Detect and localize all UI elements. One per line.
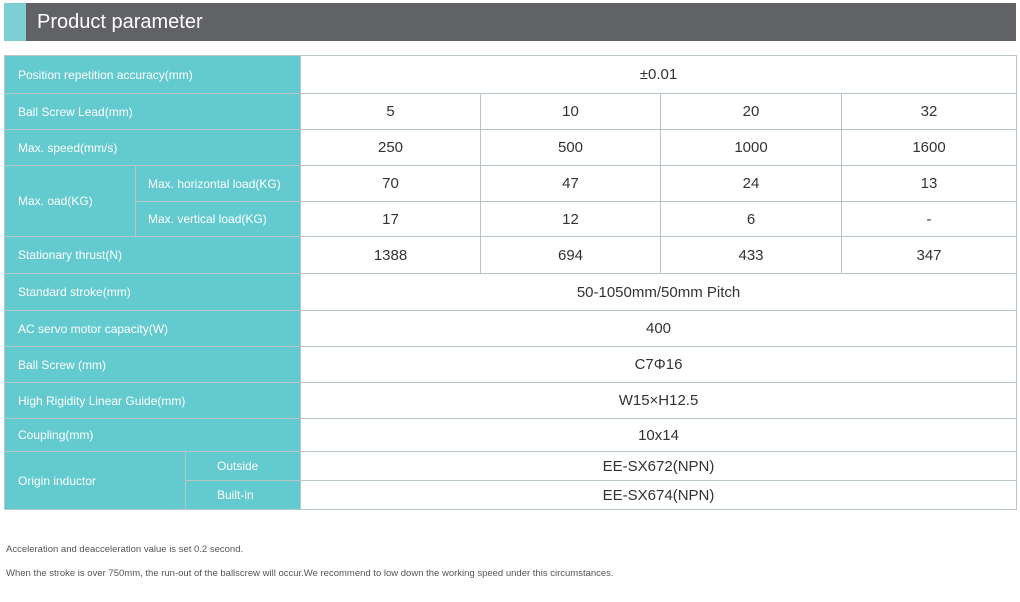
thrust-value: 1388 (301, 237, 481, 274)
horizontal-load-value: 24 (661, 166, 842, 202)
lead-value: 10 (481, 94, 661, 130)
stroke-value: 50-1050mm/50mm Pitch (301, 274, 1017, 311)
vertical-load-value: 12 (481, 202, 661, 237)
origin-inductor-label: Origin inductor (5, 452, 186, 510)
motor-capacity-value: 400 (301, 311, 1017, 347)
linear-guide-value: W15×H12.5 (301, 383, 1017, 419)
coupling-label: Coupling(mm) (5, 419, 301, 452)
ball-screw-value: C7Φ16 (301, 347, 1017, 383)
motor-capacity-label: AC servo motor capacity(W) (5, 311, 301, 347)
origin-builtin-label: Built-in (186, 481, 301, 510)
table-row (5, 419, 1017, 452)
table-row (5, 274, 1017, 311)
table-row (5, 311, 1017, 347)
footnote: Acceleration and deacceleration value is set 0.2 second. (6, 544, 244, 555)
speed-value: 1000 (661, 130, 842, 166)
table-row (5, 452, 1017, 481)
table-row (5, 56, 1017, 94)
coupling-value: 10x14 (301, 419, 1017, 452)
thrust-value: 347 (842, 237, 1017, 274)
stroke-label: Standard stroke(mm) (5, 274, 301, 311)
table-row (5, 130, 1017, 166)
linear-guide-label: High Rigidity Linear Guide(mm) (5, 383, 301, 419)
speed-value: 500 (481, 130, 661, 166)
section-header (4, 3, 1016, 41)
header-accent-bar (4, 3, 26, 41)
vertical-load-value: - (842, 202, 1017, 237)
origin-builtin-value: EE-SX674(NPN) (301, 481, 1017, 510)
footnotes (6, 544, 626, 579)
table-row (5, 383, 1017, 419)
speed-value: 250 (301, 130, 481, 166)
thrust-value: 433 (661, 237, 842, 274)
speed-value: 1600 (842, 130, 1017, 166)
horizontal-load-label: Max. horizontal load(KG) (136, 166, 301, 202)
vertical-load-label: Max. vertical load(KG) (136, 202, 301, 237)
horizontal-load-value: 70 (301, 166, 481, 202)
lead-value: 32 (842, 94, 1017, 130)
vertical-load-value: 6 (661, 202, 842, 237)
vertical-load-value: 17 (301, 202, 481, 237)
table-row (5, 166, 1017, 202)
footnote: When the stroke is over 750mm, the run-out of the ballscrew will occur.We recommend to low down the working speed under this circumstances. (6, 568, 614, 579)
spec-table (4, 55, 1017, 510)
lead-value: 5 (301, 94, 481, 130)
lead-label: Ball Screw Lead(mm) (5, 94, 301, 130)
accuracy-label: Position repetition accuracy(mm) (5, 56, 301, 94)
origin-outside-label: Outside (186, 452, 301, 481)
thrust-value: 694 (481, 237, 661, 274)
horizontal-load-value: 47 (481, 166, 661, 202)
table-row (5, 347, 1017, 383)
speed-label: Max. speed(mm/s) (5, 130, 301, 166)
section-title: Product parameter (37, 11, 203, 33)
table-row (5, 237, 1017, 274)
ball-screw-label: Ball Screw (mm) (5, 347, 301, 383)
horizontal-load-value: 13 (842, 166, 1017, 202)
table-row (5, 202, 1017, 237)
table-row (5, 94, 1017, 130)
origin-outside-value: EE-SX672(NPN) (301, 452, 1017, 481)
thrust-label: Stationary thrust(N) (5, 237, 301, 274)
lead-value: 20 (661, 94, 842, 130)
accuracy-value: ±0.01 (301, 56, 1017, 94)
max-load-label: Max. oad(KG) (5, 166, 136, 237)
